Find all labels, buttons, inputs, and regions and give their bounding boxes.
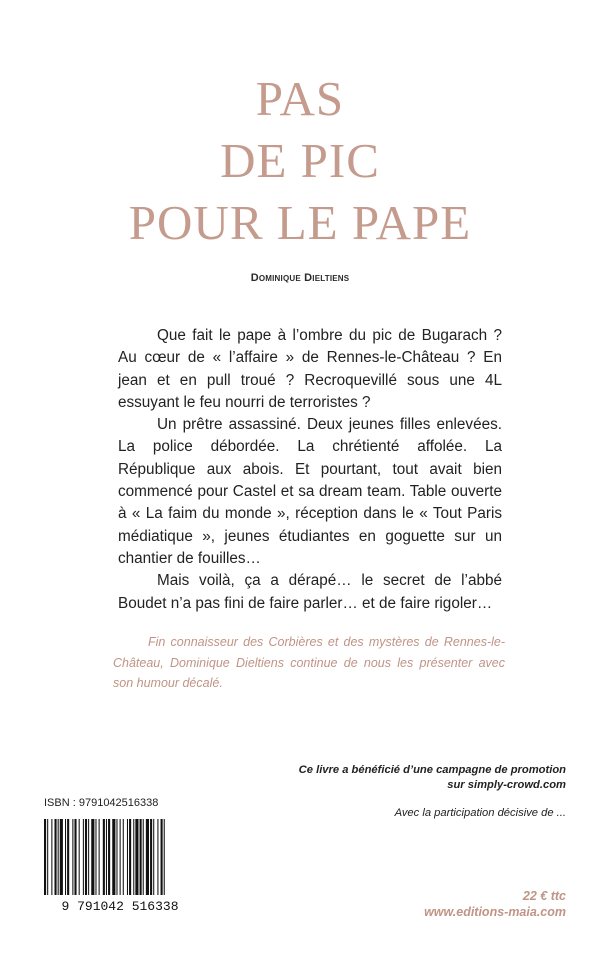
barcode-bar (67, 819, 69, 895)
synopsis-paragraph: Un prêtre assassiné. Deux jeunes filles enlevées. La police débordée. La chrétienté affolée. La République aux abois. Et pourtant, tout avait bien commencé pour Castel et sa dream team. Table ouverte à « La faim du monde », réception dans le « Tout Paris médiatique », jeunes étudiantes en goguette sur un chantier de fouilles… (118, 416, 502, 567)
barcode-digits: 9 791042 516338 (61, 899, 179, 913)
barcode-bar (44, 819, 46, 895)
barcode-bar (88, 819, 89, 895)
price: 22 € ttc (522, 889, 566, 903)
barcode-bar (123, 819, 124, 895)
author-blurb-text: Fin connaisseur des Corbières et des mystères de Rennes-le-Château, Dominique Dieltiens continue de nous les présenter avec son humour décalé. (113, 635, 505, 690)
barcode-bar (108, 819, 110, 895)
barcode-bar (103, 819, 105, 895)
barcode-bar (65, 819, 66, 895)
barcode-bar (135, 819, 138, 895)
barcode-bar (127, 819, 128, 895)
promo-line-1: Ce livre a bénéficié d’une campagne de promotion (298, 764, 566, 776)
author-blurb (113, 632, 505, 694)
barcode-bar (60, 819, 63, 895)
barcode-bar (129, 819, 131, 895)
barcode-bar (83, 819, 84, 895)
barcode-bar (74, 819, 76, 895)
barcode-bar (143, 819, 144, 895)
synopsis-paragraph: Que fait le pape à l’ombre du pic de Bugarach ? Au cœur de « l’affaire » de Rennes-le-Château ? En jean et en pull troué ? Recroquevillé sous une 4L essuyant le feu nourri de terroristes ? (118, 327, 502, 411)
barcode (36, 815, 204, 913)
barcode-bar (47, 819, 48, 895)
title-line-3: POUR LE PAPE (128, 195, 472, 250)
barcode-bar (51, 819, 52, 895)
participation-note: Avec la participation décisive de ... (394, 807, 566, 819)
barcode-bar (99, 819, 100, 895)
author-name: Dominique Dieltiens (250, 272, 350, 284)
barcode-bar (72, 819, 73, 895)
barcode-bar (106, 819, 107, 895)
barcode-bar (140, 819, 142, 895)
barcode-bar (79, 819, 80, 895)
barcode-bar (133, 819, 134, 895)
isbn-label: ISBN : 9791042516338 (44, 797, 159, 809)
synopsis (118, 325, 502, 615)
barcode-bar (146, 819, 149, 895)
barcode-bar (116, 819, 117, 895)
barcode-bar (58, 819, 59, 895)
barcode-bar (164, 819, 165, 895)
synopsis-paragraph: Mais voilà, ça a dérapé… le secret de l’abbé Boudet n’a pas fini de faire parler… et de faire rigoler… (118, 572, 502, 612)
barcode-bar (120, 819, 121, 895)
barcode-bar (157, 819, 158, 895)
barcode-bar (91, 819, 94, 895)
barcode-bar (161, 819, 163, 895)
barcode-bar (55, 819, 57, 895)
barcode-bar (153, 819, 154, 895)
barcode-bar (112, 819, 115, 895)
promo-notice (299, 763, 566, 792)
promo-line-2: sur simply-crowd.com (447, 778, 566, 791)
publisher-website[interactable]: www.editions-maia.com (424, 905, 566, 919)
barcode-bar (150, 819, 152, 895)
barcode-bar (95, 819, 96, 895)
barcode-bar (85, 819, 87, 895)
title-line-1: PAS (255, 71, 345, 126)
title-line-2: DE PIC (220, 133, 380, 188)
